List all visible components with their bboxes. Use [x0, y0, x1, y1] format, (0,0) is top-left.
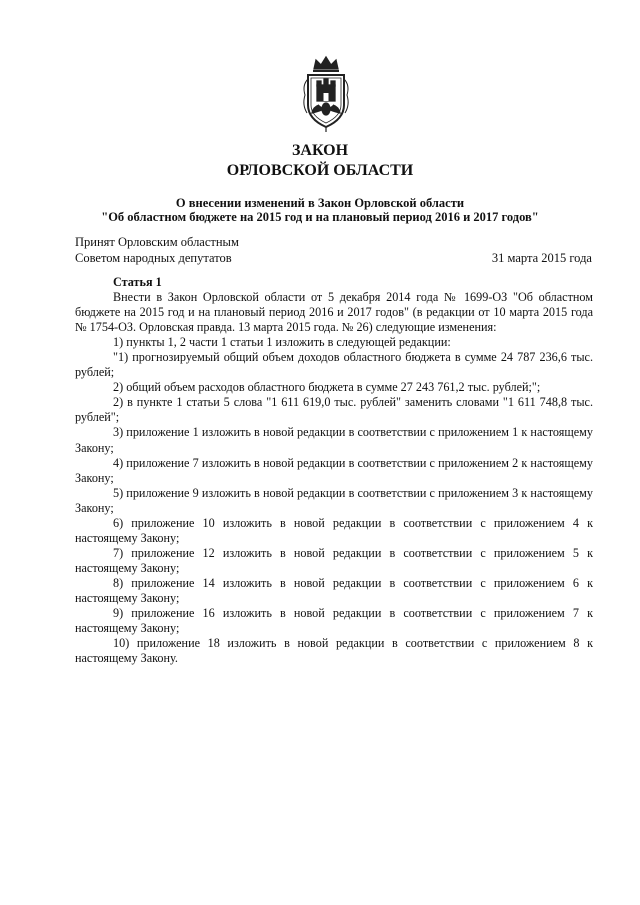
- law-subject-line1: О внесении изменений в Закон Орловской области: [175, 196, 465, 210]
- article-paragraph: "1) прогнозируемый общий объем доходов областного бюджета в сумме 24 787 236,6 тыс. рублей;: [75, 350, 593, 380]
- article-paragraph: 9) приложение 16 изложить в новой редакции в соответствии с приложением 7 к настоящему Закону;: [75, 606, 593, 636]
- article-paragraph: 7) приложение 12 изложить в новой редакции в соответствии с приложением 5 к настоящему Закону;: [75, 545, 593, 575]
- adoption-date: 31 марта 2015 года: [491, 251, 592, 265]
- article-paragraph: Внести в Закон Орловской области от 5 декабря 2014 года № 1699-ОЗ "Об областном бюджете на 2015 год и на плановый период 2016 и 2017 годов" (в редакции от 10 марта 2015 года № 1754-ОЗ. Орловская правда. 13 марта 2015 года. № 26) следующие изменения:: [75, 290, 593, 335]
- article-heading: Статья 1: [113, 275, 162, 289]
- article-paragraph: 8) приложение 14 изложить в новой редакции в соответствии с приложением 6 к настоящему Закону;: [75, 575, 593, 605]
- article-paragraph: 5) приложение 9 изложить в новой редакции в соответствии с приложением 3 к настоящему Закону;: [75, 485, 593, 515]
- article-body: [75, 275, 593, 666]
- region-title: ОРЛОВСКОЙ ОБЛАСТИ: [226, 162, 414, 179]
- article-paragraph: 4) приложение 7 изложить в новой редакции в соответствии с приложением 2 к настоящему Закону;: [75, 455, 593, 485]
- article-paragraph: 2) в пункте 1 статьи 5 слова "1 611 619,0 тыс. рублей" заменить словами "1 611 748,8 тыс. рублей";: [75, 395, 593, 425]
- adoption-line-2: Советом народных депутатов: [75, 251, 232, 265]
- article-paragraph: 6) приложение 10 изложить в новой редакции в соответствии с приложением 4 к настоящему Закону;: [75, 515, 593, 545]
- article-paragraph: 3) приложение 1 изложить в новой редакции в соответствии с приложением 1 к настоящему Закону;: [75, 425, 593, 455]
- adoption-authority: [75, 234, 239, 266]
- adoption-line-1: Принят Орловским областным: [75, 235, 239, 249]
- coat-of-arms-icon: [298, 55, 354, 135]
- article-paragraph: 10) приложение 18 изложить в новой редакции в соответствии с приложением 8 к настоящему Закону.: [75, 636, 593, 666]
- article-paragraph: 2) общий объем расходов областного бюджета в сумме 27 243 761,2 тыс. рублей;";: [113, 380, 541, 395]
- law-title: ЗАКОН: [291, 142, 349, 159]
- law-subject-line2: "Об областном бюджете на 2015 год и на плановый период 2016 и 2017 годов": [101, 210, 539, 224]
- article-paragraph: 1) пункты 1, 2 части 1 статьи 1 изложить в следующей редакции:: [113, 335, 451, 350]
